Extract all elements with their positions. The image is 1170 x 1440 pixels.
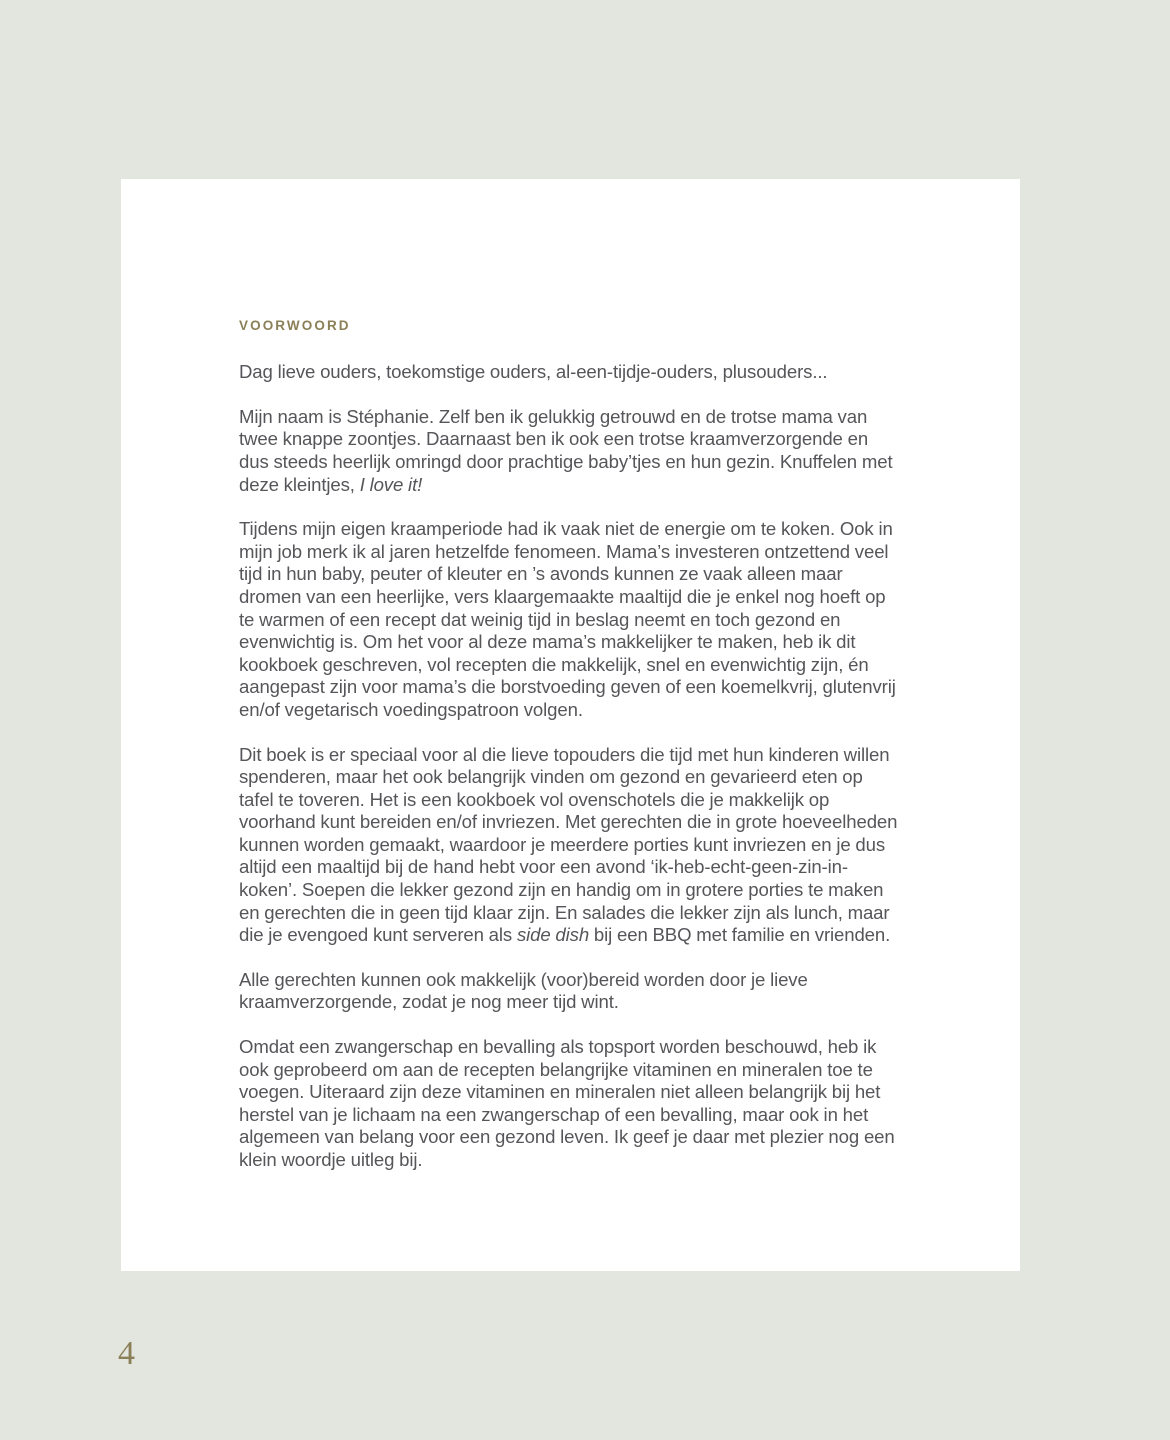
paragraph-vitamins: [239, 1036, 901, 1172]
paragraph-text: Dag lieve ouders, toekomstige ouders, al-een-tijdje-ouders, plusouders...: [239, 361, 828, 383]
paragraph-list: [239, 361, 901, 1171]
paragraph-text: Alle gerechten kunnen ook makkelijk (voor)bereid worden door je lieve kraamverzorgende, zodat je nog meer tijd wint.: [239, 968, 808, 1013]
paragraph-kraamverzorgende: [239, 969, 901, 1014]
paragraph-greeting: [239, 361, 901, 384]
paragraph-text: bij een BBQ met familie en vrienden.: [589, 924, 891, 946]
paragraph-text: Tijdens mijn eigen kraamperiode had ik vaak niet de energie om te koken. Ook in mijn job merk ik al jaren hetzelfde fenomeen. Mama’s investeren ontzettend veel tijd in hun baby, peuter of kleuter en ’s avonds kunnen ze vaak alleen maar dromen van een heerlijke, vers klaargemaakte maaltijd die je enkel nog hoeft op te warmen of een recept dat weinig tijd in beslag neemt en toch gezond en evenwichtig is. Om het voor al deze mama’s makkelijker te maken, heb ik dit kookboek geschreven, vol recepten die makkelijk, snel en evenwichtig zijn, én aangepast zijn voor mama’s die borstvoeding geven of een koemelkvrij, glutenvrij en/of vegetarisch voedingspatroon volgen.: [239, 518, 896, 720]
paragraph-text: Mijn naam is Stéphanie. Zelf ben ik gelukkig getrouwd en de trotse mama van twee knappe zoontjes. Daarnaast ben ik ook een trotse kraamverzorgende en dus steeds heerlijk omringd door prachtige baby’tjes en hun gezin. Knuffelen met deze kleintjes,: [239, 405, 893, 495]
paragraph-text: Dit boek is er speciaal voor al die lieve topouders die tijd met hun kinderen willen spenderen, maar het ook belangrijk vinden om gezond en gevarieerd eten op tafel te toveren. Het is een kookboek vol ovenschotels die je makkelijk op voorhand kunt bereiden en/of invriezen. Met gerechten die in grote hoeveelheden kunnen worden gemaakt, waardoor je meerdere porties kunt invriezen en je dus altijd een maaltijd bij de hand hebt voor een avond ‘ik-heb-echt-geen-zin-in-koken’. Soepen die lekker gezond zijn en handig om in grotere porties te maken en gerechten die in geen tijd klaar zijn. En salades die lekker zijn als lunch, maar die je evengoed kunt serveren als: [239, 743, 898, 946]
paragraph-book-contents: [239, 744, 901, 947]
section-label-voorwoord: VOORWOORD: [239, 318, 351, 333]
foreword-content: [239, 318, 901, 1172]
emphasis-text: side dish: [516, 924, 590, 946]
page-sheet: [121, 179, 1020, 1271]
emphasis-text: I love it!: [359, 473, 423, 495]
page-number: 4: [118, 1335, 135, 1372]
paragraph-motivation: [239, 518, 901, 721]
paragraph-introduction: [239, 406, 901, 496]
paragraph-text: Omdat een zwangerschap en bevalling als topsport worden beschouwd, heb ik ook geprobeerd om aan de recepten belangrijke vitaminen en mineralen toe te voegen. Uiteraard zijn deze vitaminen en mineralen niet alleen belangrijk bij het herstel van je lichaam na een zwangerschap of een bevalling, maar ook in het algemeen van belang voor een gezond leven. Ik geef je daar met plezier nog een klein woordje uitleg bij.: [239, 1036, 895, 1170]
